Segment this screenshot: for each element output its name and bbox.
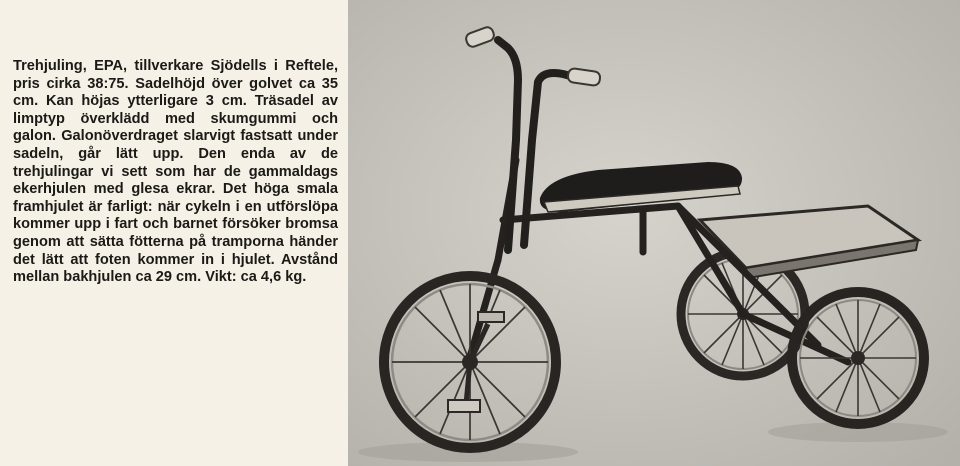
product-description: Trehjuling, EPA, tillverkare Sjödells i Reftele, pris cirka 38:75. Sadelhöjd över golvet ca 35 cm. Kan höjas ytterligare 3 cm. Träsadel av limptyp överklädd med skumgummi och galon. Galonöverdraget slarvigt fastsatt under sadeln, går lätt upp. Den enda av de trehjulingar vi sett som har de gammaldags ekerhjulen med glesa ekrar. Det höga smala framhjulet är farligt: när cykeln i en utförslöpa kommer upp i fart och barnet försöker bromsa genom att sätta fötterna på tramporna händer det lätt att foten kommer in i hjulet. Avstånd mellan bakhjulen ca 29 cm. Vikt: ca 4,6 kg. <box>13 58 338 286</box>
tricycle-illustration <box>348 0 960 466</box>
caption-column <box>0 0 348 466</box>
tricycle-photo <box>348 0 960 466</box>
rear-right-wheel <box>792 292 924 424</box>
